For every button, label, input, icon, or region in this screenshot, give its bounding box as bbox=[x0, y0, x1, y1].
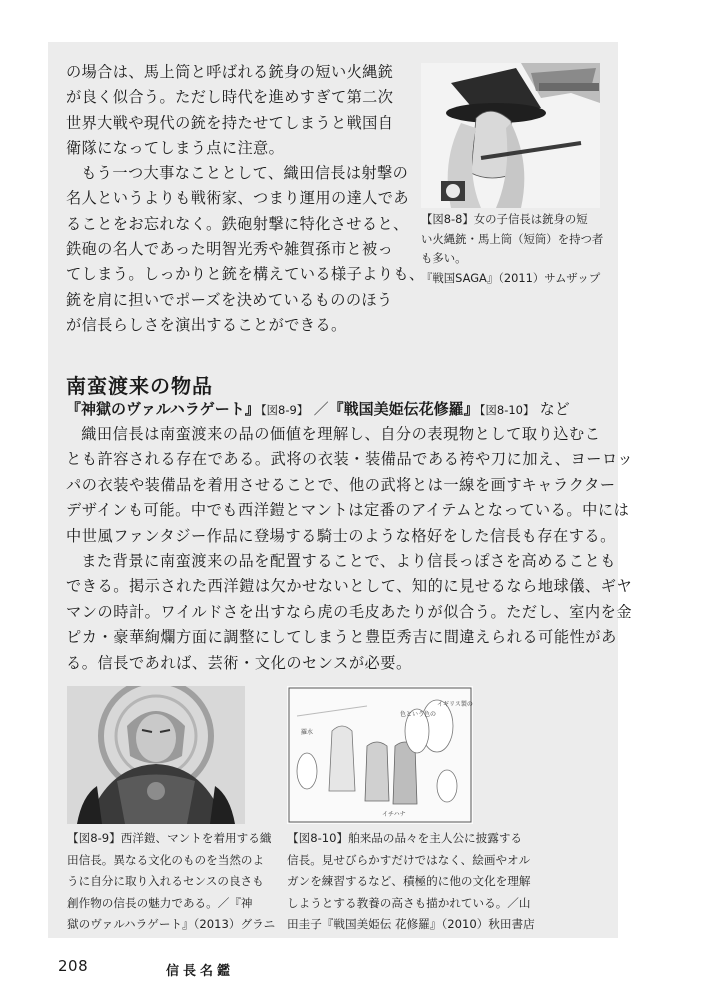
text-line: が信長らしさを演出することができる。 bbox=[66, 315, 347, 334]
text-line: また背景に南蛮渡来の品を配置することで、より信長っぽさを高めることも bbox=[81, 552, 616, 571]
text-line: 世界大戦や現代の銃を持たせてしまうと戦国自 bbox=[66, 113, 394, 132]
running-head: 信長名鑑 bbox=[166, 964, 235, 979]
text-line: る。信長であれば、芸術・文化のセンスが必要。 bbox=[66, 653, 412, 672]
text-line: 名人というよりも戦術家、つまり運用の達人であ bbox=[66, 189, 409, 208]
section-sources bbox=[66, 398, 570, 419]
source-tail: など bbox=[539, 400, 570, 418]
figure-8-10-image bbox=[287, 686, 473, 824]
figure-8-9-image bbox=[67, 686, 245, 824]
text-line: マンの時計。ワイルドさを出すなら虎の毛皮あたりが似合う。ただし、室内を金 bbox=[66, 602, 633, 621]
caption-line: も多い。 bbox=[421, 251, 467, 265]
text-line: できる。掲示された西洋鎧は欠かせないとして、知的に見せるなら地球儀、ギヤ bbox=[66, 577, 633, 596]
text-line: 鉄砲の名人であった明智光秀や雑賀孫市と被っ bbox=[66, 240, 394, 259]
manga-panel-illustration bbox=[287, 686, 473, 824]
balloon-text: イチハナ bbox=[382, 811, 406, 818]
caption-line: 田信長。異なる文化のものを当然のよ bbox=[67, 852, 265, 867]
text-line: とも許容される存在である。武将の衣装・装備品である袴や刀に加え、ヨーロッ bbox=[66, 450, 634, 469]
figure-8-10-caption bbox=[287, 828, 562, 936]
source-work-title: 『戦国美姫伝花修羅』 bbox=[328, 400, 479, 418]
girl-nobunaga-illustration bbox=[421, 63, 600, 208]
balloon-text: 色という色の bbox=[400, 711, 437, 718]
caption-line: 獄のヴァルハラゲート』（2013）グラニ bbox=[67, 917, 276, 931]
text-line: の場合は、馬上筒と呼ばれる銃身の短い火縄銃 bbox=[66, 63, 394, 81]
text-line: 織田信長は南蛮渡来の品の価値を理解し、自分の表現物として取り込むこ bbox=[81, 425, 601, 443]
text-line: デザインも可能。中でも西洋鎧とマントは定番のアイテムとなっている。中には bbox=[66, 501, 630, 520]
text-line: 中世風ファンタジー作品に登場する騎士のような格好をした信長も存在する。 bbox=[66, 526, 616, 545]
figure-8-9-caption bbox=[67, 828, 276, 936]
armored-nobunaga-illustration bbox=[67, 686, 245, 824]
figure-ref: 【図8-10】 bbox=[479, 403, 535, 417]
caption-line: 信長。見せびらかすだけではなく、絵画やオル bbox=[287, 852, 531, 867]
source-separator: ／ bbox=[313, 400, 329, 418]
text-line: てしまう。しっかりと銃を構えている様子よりも、 bbox=[66, 265, 425, 284]
section-body bbox=[66, 422, 634, 676]
caption-line: 『戦国SAGA』（2011）サムザップ bbox=[421, 270, 601, 285]
balloon-text: イギリス製の bbox=[437, 701, 473, 708]
caption-line: 田圭子『戦国美姫伝 花修羅』（2010）秋田書店 bbox=[287, 917, 535, 931]
caption-line: 【図8-8】女の子信長は銃身の短 bbox=[421, 212, 588, 226]
text-line: が良く似合う。ただし時代を進めすぎて第二次 bbox=[66, 88, 394, 107]
caption-line: 創作物の信長の魅力である。／『神 bbox=[67, 895, 253, 910]
text-line: パの衣装や装備品を着用させることで、他の武将とは一線を画すキャラクター bbox=[66, 475, 616, 494]
figure-8-8-image bbox=[421, 63, 600, 208]
section-heading: 南蛮渡来の物品 bbox=[66, 374, 213, 398]
text-line: ピカ・豪華絢爛方面に調整にしてしまうと豊臣秀吉に間違えられる可能性があ bbox=[66, 628, 617, 647]
caption-line: うに自分に取り入れるセンスの良さも bbox=[67, 874, 264, 888]
balloon-text: 羅水 bbox=[301, 729, 314, 736]
figure-8-8-caption bbox=[421, 210, 606, 288]
text-line: 衛隊になってしまう点に注意。 bbox=[66, 138, 285, 157]
text-line: もう一つ大事なこととして、織田信長は射撃の bbox=[81, 164, 409, 183]
caption-line: ガンを練習するなど、積極的に他の文化を理解 bbox=[287, 874, 531, 888]
figure-ref: 【図8-9】 bbox=[260, 403, 309, 417]
text-line: ることをお忘れなく。鉄砲射撃に特化させると、 bbox=[66, 214, 409, 233]
caption-line: 【図8-10】舶来品の品々を主人公に披露する bbox=[287, 831, 523, 845]
caption-line: 【図8-9】西洋鎧、マントを着用する織 bbox=[67, 831, 272, 845]
text-line: 銃を肩に担いでポーズを決めているもののほう bbox=[66, 290, 393, 309]
intro-paragraph bbox=[66, 60, 425, 338]
page-number: 208 bbox=[58, 957, 89, 975]
caption-line: しようとする教養の高さも描かれている。／山 bbox=[287, 895, 531, 910]
caption-line: い火縄銃・馬上筒（短筒）を持つ者 bbox=[421, 231, 604, 246]
source-work-title: 『神獄のヴァルハラゲート』 bbox=[66, 400, 260, 418]
